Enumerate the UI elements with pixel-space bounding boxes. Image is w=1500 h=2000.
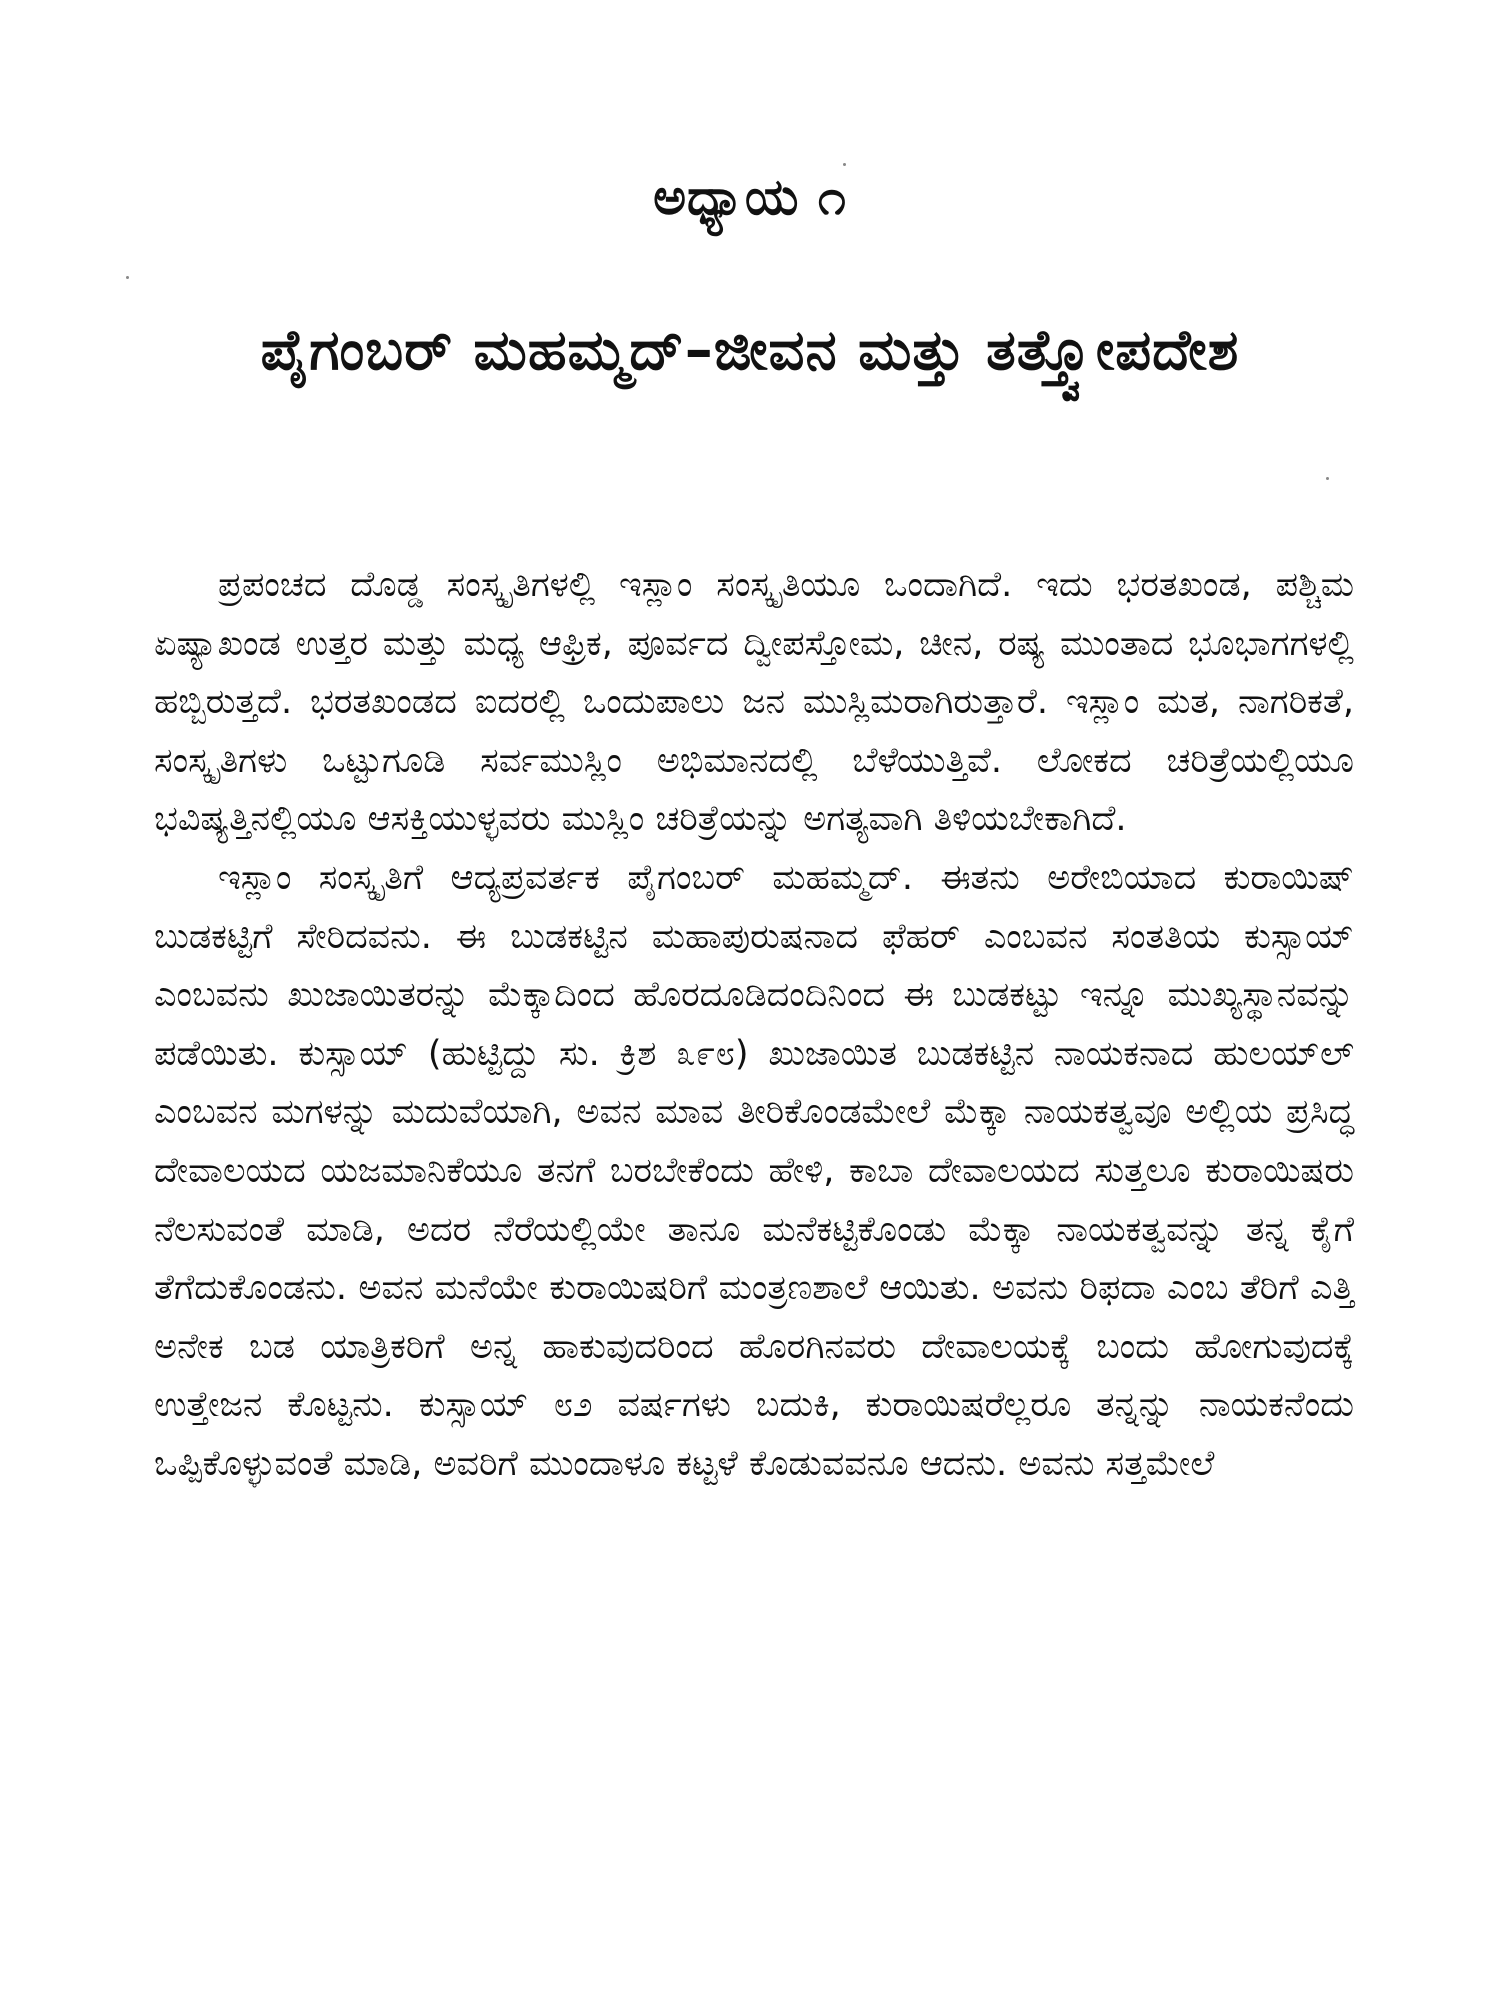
- scan-speck: [126, 276, 129, 279]
- paragraph-2: ಇಸ್ಲಾಂ ಸಂಸ್ಕೃತಿಗೆ ಆದ್ಯಪ್ರವರ್ತಕ ಪೈಗಂಬರ್ ಮಹಮ್ಮದ್. ಈತನು ಅರೇಬಿಯಾದ ಕುರಾಯಿಷ್ ಬುಡಕಟ್ಟಿಗೆ ಸೇರಿದವನು. ಈ ಬುಡಕಟ್ಟಿನ ಮಹಾಪುರುಷನಾದ ಫೆಹರ್ ಎಂಬವನ ಸಂತತಿಯ ಕುಸ್ಸಾಯ್ ಎಂಬವನು ಖುಜಾಯಿತರನ್ನು ಮೆಕ್ಕಾದಿಂದ ಹೊರದೂಡಿದಂದಿನಿಂದ ಈ ಬುಡಕಟ್ಟು ಇನ್ನೂ ಮುಖ್ಯಸ್ಥಾನವನ್ನು ಪಡೆಯಿತು. ಕುಸ್ಸಾಯ್ (ಹುಟ್ಟಿದ್ದು ಸು. ಕ್ರಿಶ ೩೯೮) ಖುಜಾಯಿತ ಬುಡಕಟ್ಟಿನ ನಾಯಕನಾದ ಹುಲಯ್‌ಲ್ ಎಂಬವನ ಮಗಳನ್ನು ಮದುವೆಯಾಗಿ, ಅವನ ಮಾವ ತೀರಿಕೊಂಡಮೇಲೆ ಮೆಕ್ಕಾ ನಾಯಕತ್ವವೂ ಅಲ್ಲಿಯ ಪ್ರಸಿದ್ಧ ದೇವಾಲಯದ ಯಜಮಾನಿಕೆಯೂ ತನಗೆ ಬರಬೇಕೆಂದು ಹೇಳಿ, ಕಾಬಾ ದೇವಾಲಯದ ಸುತ್ತಲೂ ಕುರಾಯಿಷರು ನೆಲಸುವಂತೆ ಮಾಡಿ, ಅದರ ನೆರೆಯಲ್ಲಿಯೇ ತಾನೂ ಮನೆಕಟ್ಟಿಕೊಂಡು ಮೆಕ್ಕಾ ನಾಯಕತ್ವವನ್ನು ತನ್ನ ಕೈಗೆ ತೆಗೆದುಕೊಂಡನು. ಅವನ ಮನೆಯೇ ಕುರಾಯಿಷರಿಗೆ ಮಂತ್ರಣಶಾಲೆ ಆಯಿತು. ಅವನು ರಿಫದಾ ಎಂಬ ತೆರಿಗೆ ಎತ್ತಿ ಅನೇಕ ಬಡ ಯಾತ್ರಿಕರಿಗೆ ಅನ್ನ ಹಾಕುವುದರಿಂದ ಹೊರಗಿನವರು ದೇವಾಲಯಕ್ಕೆ ಬಂದು ಹೋಗುವುದಕ್ಕೆ ಉತ್ತೇಜನ ಕೊಟ್ಟನು. ಕುಸ್ಸಾಯ್ ೮೨ ವರ್ಷಗಳು ಬದುಕಿ, ಕುರಾಯಿಷರೆಲ್ಲರೂ ತನ್ನನ್ನು ನಾಯಕನೆಂದು ಒಪ್ಪಿಕೊಳ್ಳುವಂತೆ ಮಾಡಿ, ಅವರಿಗೆ ಮುಂದಾಳೂ ಕಟ್ಟಳೆ ಕೊಡುವವನೂ ಆದನು. ಅವನು ಸತ್ತಮೇಲೆ: [154, 857, 1354, 1484]
- body-text: [154, 556, 1354, 1494]
- chapter-title: ಪೈಗಂಬರ್ ಮಹಮ್ಮದ್–ಜೀವನ ಮತ್ತು ತತ್ತ್ವೋಪದೇಶ: [260, 318, 1240, 383]
- scan-speck: [1326, 477, 1329, 480]
- chapter-heading: ಅಧ್ಯಾಯ ೧: [653, 168, 847, 226]
- paragraph-1: ಪ್ರಪಂಚದ ದೊಡ್ಡ ಸಂಸ್ಕೃತಿಗಳಲ್ಲಿ ಇಸ್ಲಾಂ ಸಂಸ್ಕೃತಿಯೂ ಒಂದಾಗಿದೆ. ಇದು ಭರತಖಂಡ, ಪಶ್ಚಿಮ ಏಷ್ಯಾಖಂಡ ಉತ್ತರ ಮತ್ತು ಮಧ್ಯ ಆಫ್ರಿಕ, ಪೂರ್ವದ ದ್ವೀಪಸ್ತೋಮ, ಚೀನ, ರಷ್ಯ ಮುಂತಾದ ಭೂಭಾಗಗಳಲ್ಲಿ ಹಬ್ಬಿರುತ್ತದೆ. ಭರತಖಂಡದ ಐದರಲ್ಲಿ ಒಂದುಪಾಲು ಜನ ಮುಸ್ಲಿಮರಾಗಿರುತ್ತಾರೆ. ಇಸ್ಲಾಂ ಮತ, ನಾಗರಿಕತೆ, ಸಂಸ್ಕೃತಿಗಳು ಒಟ್ಟುಗೂಡಿ ಸರ್ವಮುಸ್ಲಿಂ ಅಭಿಮಾನದಲ್ಲಿ ಬೆಳೆಯುತ್ತಿವೆ. ಲೋಕದ ಚರಿತ್ರೆಯಲ್ಲಿಯೂ ಭವಿಷ್ಯತ್ತಿನಲ್ಲಿಯೂ ಆಸಕ್ತಿಯುಳ್ಳವರು ಮುಸ್ಲಿಂ ಚರಿತ್ರೆಯನ್ನು ಅಗತ್ಯವಾಗಿ ತಿಳಿಯಬೇಕಾಗಿದೆ.: [154, 565, 1354, 840]
- scan-speck: [843, 163, 846, 166]
